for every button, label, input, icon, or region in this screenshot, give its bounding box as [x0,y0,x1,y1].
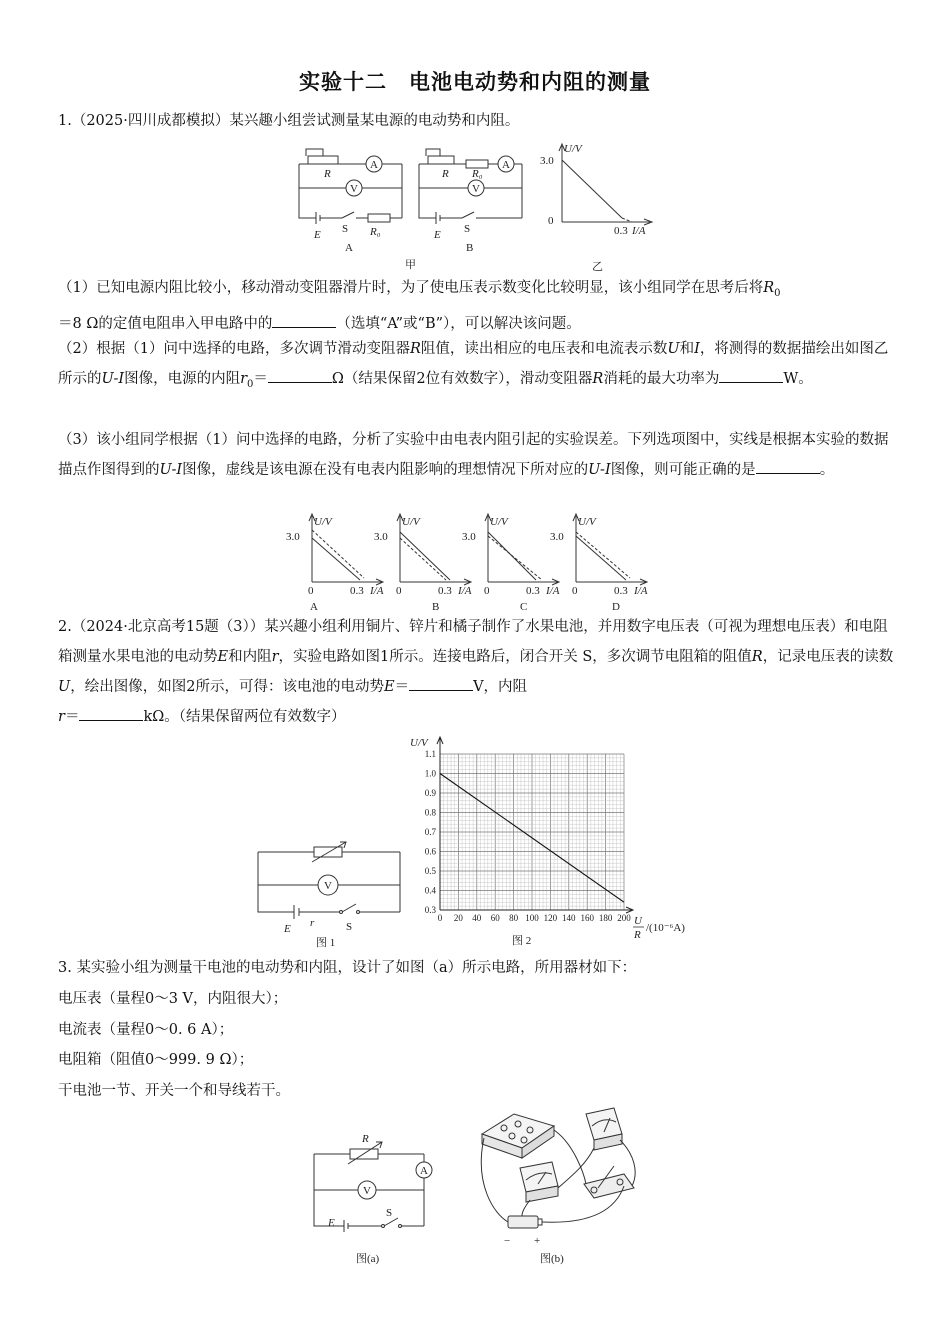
tick-label-x: 120 [543,913,558,923]
tick-origin: 0 [548,215,554,227]
label-S: S [342,223,349,235]
option-d-label: D [612,601,620,613]
tick-label-x: 80 [509,913,519,923]
label-S: S [386,1207,393,1219]
label-minus: − [504,1235,511,1247]
svg-text:0.3: 0.3 [614,585,628,597]
q1-circuit-b [416,146,526,256]
svg-text:U/V: U/V [314,516,332,528]
label-ammeter: A [420,1165,428,1177]
label-R: R [324,168,331,180]
tick-label-y: 0.3 [424,905,436,915]
answer-blank-2[interactable] [268,366,332,383]
q1-part2: （2）根据（1）问中选择的电路，多次调节滑动变阻器R阻值，读出相应的电压表和电流表示数U和I，将测得的数据描绘出如图乙所示的U-I图像，电源的内阻$r_0= \Omega$（结果保留2位有效数字），滑动变阻器R消耗的最大功率为 W。 [58,341,889,390]
label-ammeter: A [370,159,378,171]
svg-text:I/A: I/A [546,585,560,597]
option-c-graph [462,514,560,613]
answer-blank-3[interactable] [719,366,783,383]
chart-grid [440,754,624,910]
answer-blank-5[interactable] [409,674,473,691]
label-ammeter: A [502,159,510,171]
svg-text:U/V: U/V [402,516,420,528]
label-S: S [346,921,353,933]
tick-label-y: 0.4 [424,885,436,896]
q3-line5: 干电池一节、开关一个和导线若干。 [58,1083,290,1099]
label-R: R [442,168,449,180]
label-R: R [362,1133,369,1145]
tick-label-y: 1.0 [424,768,436,779]
label-voltmeter: V [350,183,358,195]
tick-label-y: 1.1 [424,749,436,759]
q1-circuit-a [296,146,406,256]
svg-text:0.3: 0.3 [438,585,452,597]
tick-label-y: 0.8 [424,807,436,818]
svg-text:3.0: 3.0 [374,531,388,543]
graph-yi [538,142,658,272]
label-E: E [434,229,441,241]
label-R0: R₀ [370,226,381,238]
label-S: S [464,223,471,235]
svg-text:I/A: I/A [458,585,472,597]
q2-text: 2.（2024·北京高考15题（3））某兴趣小组利用铜片、锌片和橘子制作了水果电池，并用数字电压表（可视为理想电压表）和电阻箱测量水果电池的电动势E和内阻r，实验电路如图1所示。连接电路后，闭合开关 S，多次调节电阻箱的阻值R，记录电压表的读数U，绘出图像，如图2所示，可得：该电池的电动势E＝ V，内阻 r＝ kΩ。（结果保留两位有效数字） [58,619,894,725]
svg-text:0.3: 0.3 [526,585,540,597]
answer-blank-4[interactable] [756,457,820,474]
svg-text:U/V: U/V [490,516,508,528]
answer-blank-1[interactable] [272,311,336,328]
axis-y-label: U/V [564,143,582,155]
q3-line3: 电流表（量程0～0. 6 A）； [58,1022,234,1038]
q1-part1: （1）已知电源内阻比较小，移动滑动变阻器滑片时，为了使电压表示数变化比较明显，该小组同学在思考后将$R_0$ ＝8 Ω的定值电阻串入甲电路中的 （选填“A”或“B”），可以解决该问题。 [58,280,781,332]
tick-label-x: 0 [437,913,443,923]
label-R0: R₀ [472,168,483,180]
q2-fig2-chart [408,732,708,950]
option-a-graph [286,514,384,613]
option-b-label: B [432,601,440,613]
label-E: E [314,229,321,241]
answer-blank-6[interactable] [79,704,143,721]
tick-x: 0.3 [614,225,628,237]
option-d-graph [550,514,648,613]
option-c-label: C [520,601,528,613]
svg-text:0: 0 [396,585,402,597]
svg-text:0: 0 [484,585,490,597]
svg-text:3.0: 3.0 [550,531,564,543]
svg-text:I/A: I/A [634,585,648,597]
label-plus: + [534,1235,541,1247]
label-voltmeter: V [363,1185,371,1197]
tick-label-y: 0.7 [424,827,436,837]
option-graphs [286,512,666,614]
svg-text:0: 0 [308,585,314,597]
q1-part3: （3）该小组同学根据（1）问中选择的电路，分析了实验中由电表内阻引起的实验误差。下列选项图中，实线是根据本实验的数据描点作图得到的U-I图像，虚线是该电源在没有电表内阻影响的理想情况下所对应的U-I图像，则可能正确的是 。 [58,432,889,478]
q3-line4: 电阻箱（阻值0～999. 9 Ω）； [58,1052,254,1068]
q3-line1: 3. 某实验小组为测量干电池的电动势和内阻，设计了如图（a）所示电路，所用器材如下： [58,960,637,976]
tick-label-x: 200 [617,913,631,923]
svg-text:3.0: 3.0 [286,531,300,543]
axis-x-label: I/A [632,225,646,237]
tick-y: 3.0 [540,155,554,167]
circuit-label-a: A [345,242,353,254]
caption-jia [405,256,425,272]
q1-stem: 1.（2025·四川成都模拟）某兴趣小组尝试测量某电源的电动势和内阻。 [58,113,520,129]
q3-fig-a-circuit [310,1128,440,1268]
option-a-label: A [310,601,318,613]
tick-label-y: 0.5 [424,866,436,876]
svg-text:I/A: I/A [370,585,384,597]
fig-a-caption: 图(a) [356,1253,380,1265]
label-voltmeter: V [324,880,332,892]
page-title: 实验十二 电池电动势和内阻的测量 [299,70,651,94]
tick-label-x: 160 [580,913,594,923]
axis-x-label-unit: /(10⁻⁶A) [646,922,685,934]
tick-label-x: 180 [598,913,613,923]
label-E: E [284,923,291,935]
q3-fig-b-apparatus [474,1104,664,1268]
axis-y-label: U/V [410,737,428,749]
label-E: E [328,1217,335,1229]
tick-label-x: 40 [472,913,482,923]
label-voltmeter: V [472,183,480,195]
circuit-label-b: B [466,242,474,254]
svg-text:0: 0 [572,585,578,597]
q3-line2: 电压表（量程0～3 V，内阻很大）； [58,991,288,1007]
tick-label-y: 0.9 [424,788,436,798]
fig1-caption: 图 1 [316,937,336,949]
fig2-caption: 图 2 [512,935,532,947]
tick-label-x: 100 [525,913,539,923]
axis-x-label-den: R [634,929,641,941]
fig-b-caption: 图(b) [540,1253,564,1265]
option-b-graph [374,514,472,613]
tick-label-y: 0.6 [424,846,436,857]
label-r: r [310,917,315,929]
svg-text:U/V: U/V [578,516,596,528]
svg-text:0.3: 0.3 [350,585,364,597]
q2-fig1-circuit [254,840,404,950]
tick-label-x: 60 [490,913,500,923]
tick-label-x: 140 [562,913,576,923]
tick-label-x: 20 [453,913,463,923]
svg-text:3.0: 3.0 [462,531,476,543]
svg-text:甲: 甲 [405,259,416,271]
caption-yi: 乙 [592,261,603,273]
axis-x-label-num: U [634,915,642,927]
